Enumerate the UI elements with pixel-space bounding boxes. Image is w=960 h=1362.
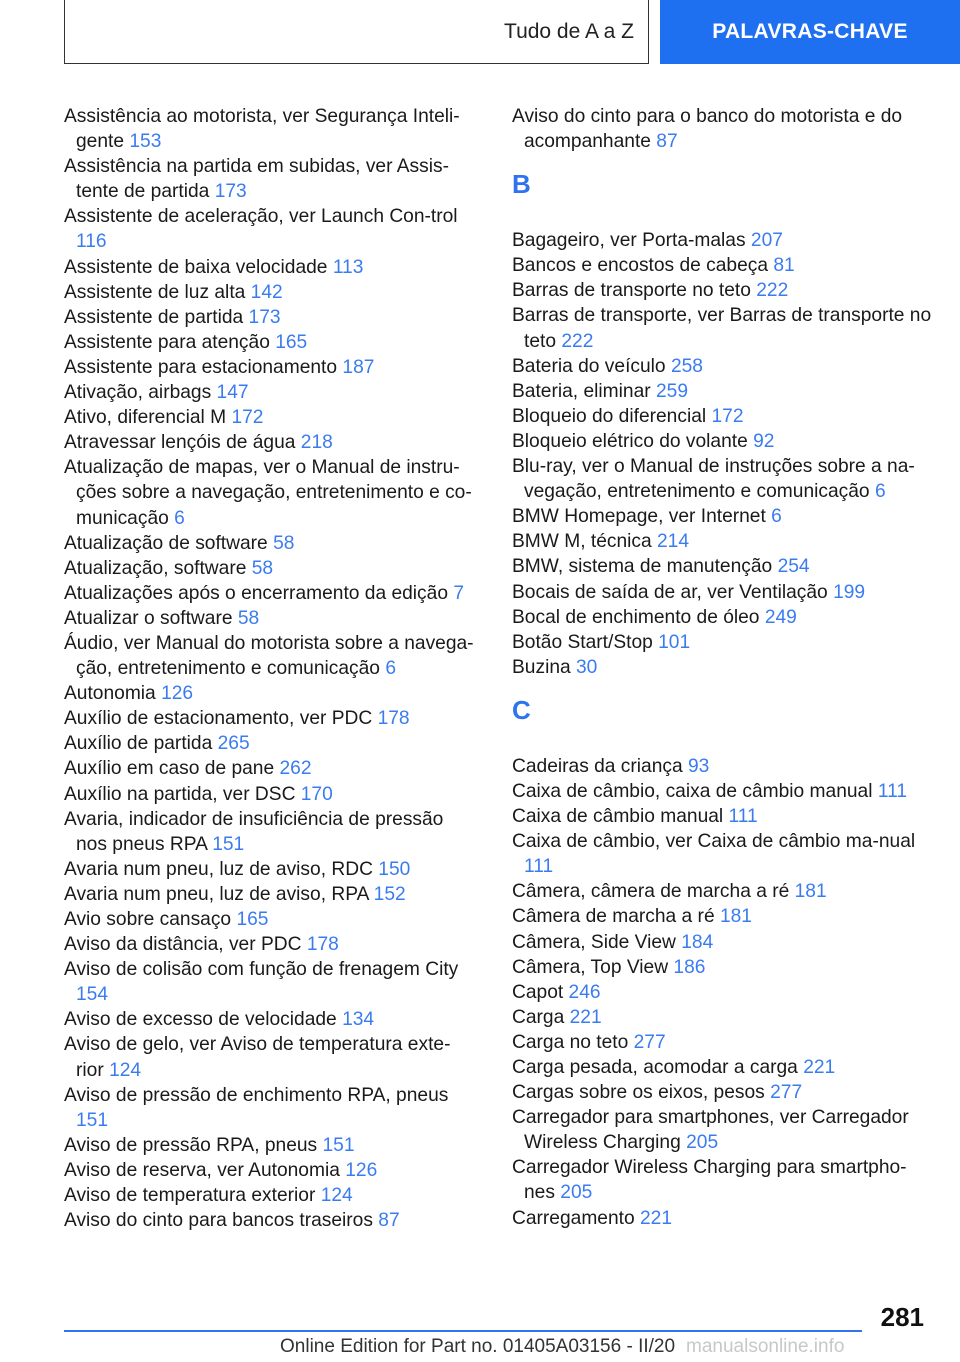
index-entry-page-link[interactable]: 277: [770, 1082, 803, 1104]
index-entry-page-link[interactable]: 178: [306, 934, 339, 956]
index-entry: [512, 904, 937, 929]
index-entry: [512, 529, 937, 554]
index-column-right: [512, 104, 937, 1231]
index-entry-page-link[interactable]: 151: [76, 1109, 109, 1131]
index-entry: [64, 957, 476, 1007]
index-entry-text: Assistente para estacionamento: [64, 356, 338, 378]
index-entry-text: Câmera, câmera de marcha a ré: [512, 881, 790, 903]
index-entry-page-link[interactable]: 221: [569, 1006, 602, 1028]
index-entry-text: Auxílio de estacionamento, ver PDC: [64, 708, 373, 730]
index-entry: [64, 1208, 476, 1233]
index-entry: [64, 1158, 476, 1183]
index-entry: [512, 955, 937, 980]
header-section-title: [64, 0, 649, 64]
index-entry-page-link[interactable]: 186: [673, 956, 706, 978]
index-entry: [512, 429, 937, 454]
index-entry-text: Câmera de marcha a ré: [512, 906, 715, 928]
index-entry-text: Assistência ao motorista, ver Segurança Inteli-gente: [64, 106, 460, 153]
index-entry-text: Bateria do veículo: [512, 355, 666, 377]
index-entry-text: Botão Start/Stop: [512, 631, 653, 653]
index-entry: [64, 756, 476, 781]
index-entry: [512, 554, 937, 579]
index-entry-page-link[interactable]: 147: [216, 382, 249, 404]
index-entry: [512, 754, 937, 779]
index-entry-text: Câmera, Side View: [512, 931, 676, 953]
index-entry-page-link[interactable]: 30: [576, 656, 598, 678]
index-entry-page-link[interactable]: 277: [633, 1031, 666, 1053]
index-entry-text: Bocais de saída de ar, ver Ventilação: [512, 581, 828, 603]
index-entry-page-link[interactable]: 101: [658, 631, 691, 653]
index-entry-page-link[interactable]: 265: [217, 733, 250, 755]
index-entry: [512, 1155, 937, 1205]
index-entry: [512, 379, 937, 404]
index-entry-page-link[interactable]: 184: [681, 931, 714, 953]
index-entry-text: Barras de transporte no teto: [512, 280, 751, 302]
index-entry: [64, 606, 476, 631]
index-entry-page-link[interactable]: 81: [773, 255, 795, 277]
index-entry-page-link[interactable]: 218: [300, 432, 333, 454]
index-entry: [512, 228, 937, 253]
index-entry-page-link[interactable]: 58: [237, 607, 260, 629]
index-entry: [64, 857, 476, 882]
index-entry-page-link[interactable]: 214: [657, 531, 690, 553]
index-entry-page-link[interactable]: 173: [248, 306, 281, 328]
index-entry: [64, 882, 476, 907]
index-entry: [512, 253, 937, 278]
index-entry-text: Capot: [512, 981, 564, 1003]
index-entry: [512, 104, 937, 154]
index-entry: [64, 305, 476, 330]
index-entry: [64, 1083, 476, 1133]
index-entry-text: Atualizar o software: [64, 607, 233, 629]
index-entry-text: Bancos e encostos de cabeça: [512, 255, 769, 277]
index-entry-text: Avaria num pneu, luz de aviso, RPA: [64, 883, 369, 905]
index-entry-page-link[interactable]: 126: [345, 1159, 378, 1181]
index-entry: [512, 1105, 937, 1155]
index-entry-text: Ativo, diferencial M: [64, 407, 227, 429]
index-entry-text: Aviso de gelo, ver Aviso de temperatura exte-rior: [64, 1034, 451, 1081]
index-entry-text: Áudio, ver Manual do motorista sobre a navega-ção, entretenimento e comunicação: [64, 632, 474, 680]
index-entry-text: Bateria, eliminar: [512, 380, 651, 402]
index-entry: [64, 455, 476, 530]
index-entry-text: Auxílio na partida, ver DSC: [64, 783, 296, 805]
index-entry-text: Carga no teto: [512, 1031, 629, 1053]
index-entry-text: Câmera, Top View: [512, 956, 669, 978]
section-letter-c: C: [512, 694, 531, 725]
index-entry-text: Atualizações após o encerramento da edição: [64, 582, 448, 604]
index-entry-text: Assistente para atenção: [64, 331, 270, 353]
section-letter-b: B: [512, 169, 531, 200]
index-entry-text: Bloqueio elétrico do volante: [512, 430, 748, 452]
index-entry-text: Aviso de temperatura exterior: [64, 1185, 316, 1207]
index-entry: [64, 531, 476, 556]
index-entry: [512, 504, 937, 529]
index-entry-page-link[interactable]: 111: [524, 856, 554, 878]
index-entry: [64, 907, 476, 932]
index-entry: [64, 380, 476, 405]
index-entry: [64, 204, 476, 254]
index-entry-text: Auxílio em caso de pane: [64, 758, 275, 780]
index-entry-page-link[interactable]: 142: [250, 281, 283, 303]
index-entry-text: Carregador para smartphones, ver Carregador Wireless Charging: [512, 1107, 909, 1154]
index-entry-text: Aviso de excesso de velocidade: [64, 1009, 337, 1031]
index-entry: [512, 630, 937, 655]
index-entry-page-link[interactable]: 154: [76, 984, 109, 1006]
index-entry-page-link[interactable]: 6: [771, 506, 782, 528]
index-entry-page-link[interactable]: 199: [833, 581, 866, 603]
index-entry: [64, 280, 476, 305]
index-entry-page-link[interactable]: 254: [777, 556, 810, 578]
index-entry: [512, 804, 937, 829]
index-entry-text: Bocal de enchimento de óleo: [512, 606, 760, 628]
index-entry-text: Assistente de baixa velocidade: [64, 256, 328, 278]
index-entry-text: Aviso do cinto para bancos traseiros: [64, 1210, 373, 1232]
index-entry: [64, 430, 476, 455]
index-entry-text: Assistente de aceleração, ver Launch Con-trol: [64, 206, 458, 228]
index-entry-text: Atualização de mapas, ver o Manual de instru-ções sobre a navegação, entretenimento e co-municação: [64, 457, 472, 529]
index-entry-page-link[interactable]: 93: [688, 755, 710, 777]
index-entry: [512, 655, 937, 680]
index-entry-page-link[interactable]: 246: [568, 981, 601, 1003]
index-entry-text: Assistente de luz alta: [64, 281, 246, 303]
index-entry-text: Aviso da distância, ver PDC: [64, 934, 302, 956]
footer-rule: [64, 1330, 862, 1332]
index-entry-page-link[interactable]: 187: [342, 356, 375, 378]
index-entry-text: Caixa de câmbio, caixa de câmbio manual: [512, 780, 873, 802]
index-entry-text: Avaria num pneu, luz de aviso, RDC: [64, 858, 373, 880]
index-entry: [512, 1005, 937, 1030]
index-entry: [512, 1206, 937, 1231]
index-entry: [64, 807, 476, 857]
index-entry-page-link[interactable]: 151: [322, 1134, 355, 1156]
index-entry: [64, 330, 476, 355]
index-entry: [64, 731, 476, 756]
index-entry-page-link[interactable]: 221: [640, 1207, 673, 1229]
index-entry-page-link[interactable]: 222: [561, 330, 594, 352]
index-entry: [64, 104, 476, 154]
index-entry: [512, 404, 937, 429]
index-entry: [512, 278, 937, 303]
index-entry: [512, 930, 937, 955]
index-entry: [64, 581, 476, 606]
index-entry-text: Aviso de reserva, ver Autonomia: [64, 1159, 340, 1181]
index-entry-page-link[interactable]: 262: [279, 758, 312, 780]
index-entry: [512, 605, 937, 630]
index-entry-page-link[interactable]: 153: [129, 131, 162, 153]
index-entry-text: Avio sobre cansaço: [64, 909, 232, 930]
index-entry-page-link[interactable]: 181: [719, 906, 752, 928]
index-entry-page-link[interactable]: 152: [373, 883, 406, 905]
index-entry: [64, 782, 476, 807]
index-entry: [512, 354, 937, 379]
index-entry: [64, 355, 476, 380]
index-entry-text: Bagageiro, ver Porta-malas: [512, 230, 746, 252]
index-entry: [64, 631, 476, 681]
index-entry-text: Carga pesada, acomodar a carga: [512, 1057, 798, 1078]
index-entry-page-link[interactable]: 111: [728, 806, 758, 828]
index-entry-text: Bloqueio do diferencial: [512, 405, 707, 427]
index-entry-text: Auxílio de partida: [64, 733, 213, 755]
index-entry: [64, 1007, 476, 1032]
index-entry: [512, 1030, 937, 1055]
index-entry-page-link[interactable]: 259: [655, 380, 688, 402]
index-entry-page-link[interactable]: 124: [320, 1185, 353, 1207]
index-entry-page-link[interactable]: 113: [332, 256, 364, 278]
index-entry-text: Assistente de partida: [64, 306, 244, 328]
index-entry-page-link[interactable]: 222: [756, 280, 789, 302]
page-number: 281: [880, 1302, 924, 1332]
index-entry-page-link[interactable]: 134: [342, 1009, 375, 1031]
index-entry: [64, 1183, 476, 1208]
index-entry-text: BMW M, técnica: [512, 531, 652, 553]
index-entry: [64, 706, 476, 731]
index-entry-page-link[interactable]: 178: [377, 708, 410, 730]
index-entry-text: Ativação, airbags: [64, 382, 212, 404]
index-entry-page-link[interactable]: 170: [300, 783, 333, 805]
index-entry-text: Atualização, software: [64, 557, 247, 579]
index-entry: [512, 779, 937, 804]
index-entry-page-link[interactable]: 58: [273, 532, 295, 554]
index-entry-page-link[interactable]: 124: [109, 1059, 142, 1081]
index-entry-page-link[interactable]: 221: [803, 1057, 836, 1078]
index-entry: [512, 580, 937, 605]
index-entry-page-link[interactable]: 116: [76, 231, 107, 253]
tab-label: PALAVRAS-CHAVE: [712, 20, 908, 43]
index-entry-page-link[interactable]: 87: [656, 131, 678, 153]
index-entry: [64, 1032, 476, 1082]
index-entry-text: Aviso de pressão de enchimento RPA, pneus: [64, 1084, 449, 1106]
index-entry-text: Caixa de câmbio, ver Caixa de câmbio ma-nual: [512, 831, 916, 853]
index-entry: [64, 556, 476, 581]
footer-watermark: manualsonline.info: [686, 1336, 845, 1357]
index-entry-page-link[interactable]: 150: [378, 858, 411, 880]
index-entry-text: BMW, sistema de manutenção: [512, 556, 773, 578]
index-entry-text: Assistência na partida em subidas, ver Assis-tente de partida: [64, 156, 449, 203]
index-entry-page-link[interactable]: 173: [214, 181, 247, 203]
index-entry: [64, 405, 476, 430]
footer-edition-text: Online Edition for Part no. 01405A03156 - II/20: [280, 1336, 676, 1357]
index-entry-text: Carga: [512, 1006, 565, 1028]
index-entry-text: Aviso de colisão com função de frenagem City: [64, 959, 459, 981]
index-entry-text: BMW Homepage, ver Internet: [512, 506, 766, 528]
index-entry: [64, 255, 476, 280]
index-entry-page-link[interactable]: 165: [275, 331, 308, 353]
index-entry-page-link[interactable]: 172: [711, 405, 744, 427]
index-entry: [512, 303, 937, 353]
index-entry: [512, 980, 937, 1005]
index-entry-text: Aviso de pressão RPA, pneus: [64, 1134, 318, 1156]
index-entry-page-link[interactable]: 249: [764, 606, 797, 628]
index-entry-text: Atravessar lençóis de água: [64, 432, 296, 454]
index-entry: [64, 932, 476, 957]
index-entry-page-link[interactable]: 205: [560, 1182, 593, 1204]
index-entry: [512, 879, 937, 904]
index-entry-text: Cargas sobre os eixos, pesos: [512, 1082, 765, 1104]
index-entry-page-link[interactable]: 87: [378, 1210, 400, 1232]
index-entry-page-link[interactable]: 151: [212, 833, 245, 855]
index-entry-text: Carregador Wireless Charging para smartpho-nes: [512, 1157, 907, 1204]
index-entry-text: Carregamento: [512, 1207, 635, 1229]
index-entry: [64, 1133, 476, 1158]
index-entry-page-link[interactable]: 205: [686, 1132, 719, 1154]
index-entry-text: Barras de transporte, ver Barras de transporte no teto: [512, 305, 932, 352]
index-entry-text: Cadeiras da criança: [512, 755, 683, 777]
index-entry-text: Autonomia: [64, 683, 156, 705]
index-entry: [512, 829, 937, 879]
index-entry-page-link[interactable]: 165: [236, 909, 269, 930]
index-entry-page-link[interactable]: 181: [794, 881, 827, 903]
index-entry-page-link[interactable]: 6: [874, 481, 886, 503]
index-entry-text: Avaria, indicador de insuficiência de pressão nos pneus RPA: [64, 808, 444, 855]
index-entry: [512, 1055, 937, 1080]
index-entry: [512, 454, 937, 504]
index-entry-page-link[interactable]: 6: [385, 658, 396, 680]
index-entry-page-link[interactable]: 92: [753, 430, 775, 452]
index-entry-text: Atualização de software: [64, 532, 268, 554]
index-entry-page-link[interactable]: 172: [231, 407, 264, 429]
index-entry-page-link[interactable]: 258: [670, 355, 703, 377]
index-entry-page-link[interactable]: 111: [877, 780, 908, 802]
index-column-left: [64, 104, 476, 1233]
section-title-text: Tudo de A a Z: [504, 19, 634, 43]
index-entry-text: Buzina: [512, 656, 571, 678]
index-entry-page-link[interactable]: 207: [750, 230, 783, 252]
header-tab-keywords[interactable]: [660, 0, 960, 64]
index-entry-text: Blu-ray, ver o Manual de instruções sobre a na-vegação, entretenimento e comunicação: [512, 456, 915, 503]
index-entry: [64, 154, 476, 204]
index-entry-text: Aviso do cinto para o banco do motorista e do acompanhante: [512, 106, 903, 153]
index-entry-page-link[interactable]: 7: [453, 582, 465, 604]
index-entry: [64, 681, 476, 706]
index-entry: [512, 1080, 937, 1105]
index-entry-page-link[interactable]: 58: [251, 557, 274, 579]
index-entry-page-link[interactable]: 6: [174, 507, 185, 529]
index-entry-text: Caixa de câmbio manual: [512, 806, 724, 828]
index-entry-page-link[interactable]: 126: [161, 683, 194, 705]
